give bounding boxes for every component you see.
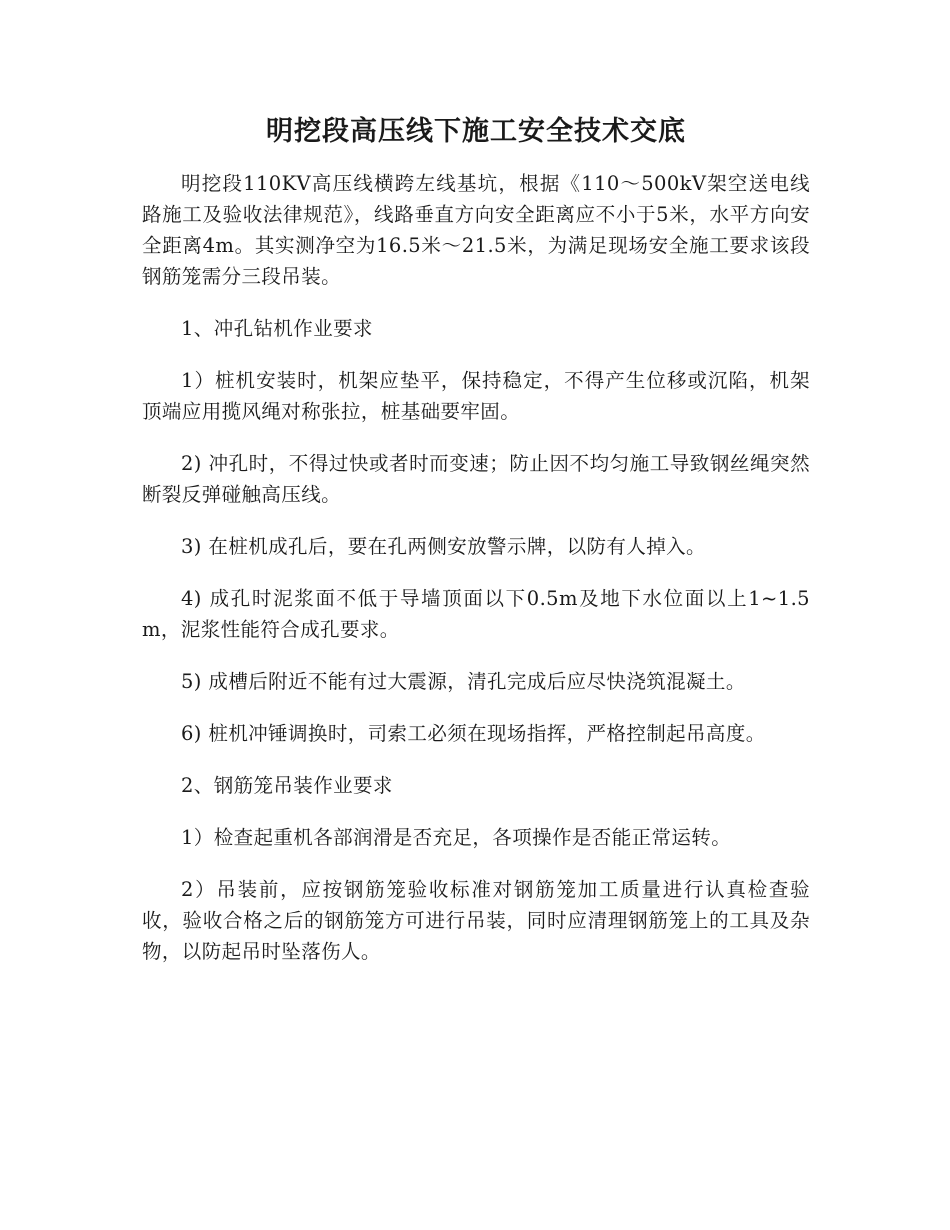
section-1-item-5: 5) 成槽后附近不能有过大震源，清孔完成后应尽快浇筑混凝土。: [181, 670, 746, 693]
intro-paragraph: 明挖段110KV高压线横跨左线基坑，根据《110～500kV架空送电线路施工及验收法律规范》，线路垂直方向安全距离应不小于5米，水平方向安全距离4m。其实测净空为16.5米～21.5米，为满足现场安全施工要求该段钢筋笼需分三段吊装。: [142, 172, 810, 288]
section-1-item-4: 4) 成孔时泥浆面不低于导墙顶面以下0.5m及地下水位面以上1~1.5m，泥浆性能符合成孔要求。: [142, 587, 810, 641]
section-1-item-2: 2) 冲孔时，不得过快或者时而变速；防止因不均匀施工导致钢丝绳突然断裂反弹碰触高压线。: [142, 452, 810, 506]
spacer: [142, 292, 810, 313]
spacer: [142, 562, 810, 583]
spacer: [142, 749, 810, 770]
section-2-item-1: 1）检查起重机各部润滑是否充足，各项操作是否能正常运转。: [181, 826, 732, 849]
document-page: [142, 112, 810, 967]
section-1-heading: 1、冲孔钻机作业要求: [181, 317, 373, 340]
spacer: [142, 801, 810, 822]
section-1-item-3: 3) 在桩机成孔后，要在孔两侧安放警示牌，以防有人掉入。: [181, 535, 706, 558]
spacer: [142, 853, 810, 874]
spacer: [142, 510, 810, 531]
spacer: [142, 152, 810, 168]
section-1-item-6: 6) 桩机冲锤调换时，司索工必须在现场指挥，严格控制起吊高度。: [181, 722, 766, 745]
spacer: [142, 427, 810, 448]
spacer: [142, 645, 810, 666]
spacer: [142, 697, 810, 718]
spacer: [142, 344, 810, 365]
document-title: 明挖段高压线下施工安全技术交底: [266, 116, 686, 147]
section-2-heading: 2、钢筋笼吊装作业要求: [181, 774, 393, 797]
section-2-item-2: 2）吊装前，应按钢筋笼验收标准对钢筋笼加工质量进行认真检查验收，验收合格之后的钢筋笼方可进行吊装，同时应清理钢筋笼上的工具及杂物，以防起吊时坠落伤人。: [142, 878, 810, 963]
section-1-item-1: 1）桩机安装时，机架应垫平，保持稳定，不得产生位移或沉陷，机架顶端应用揽风绳对称张拉，桩基础要牢固。: [142, 369, 810, 423]
